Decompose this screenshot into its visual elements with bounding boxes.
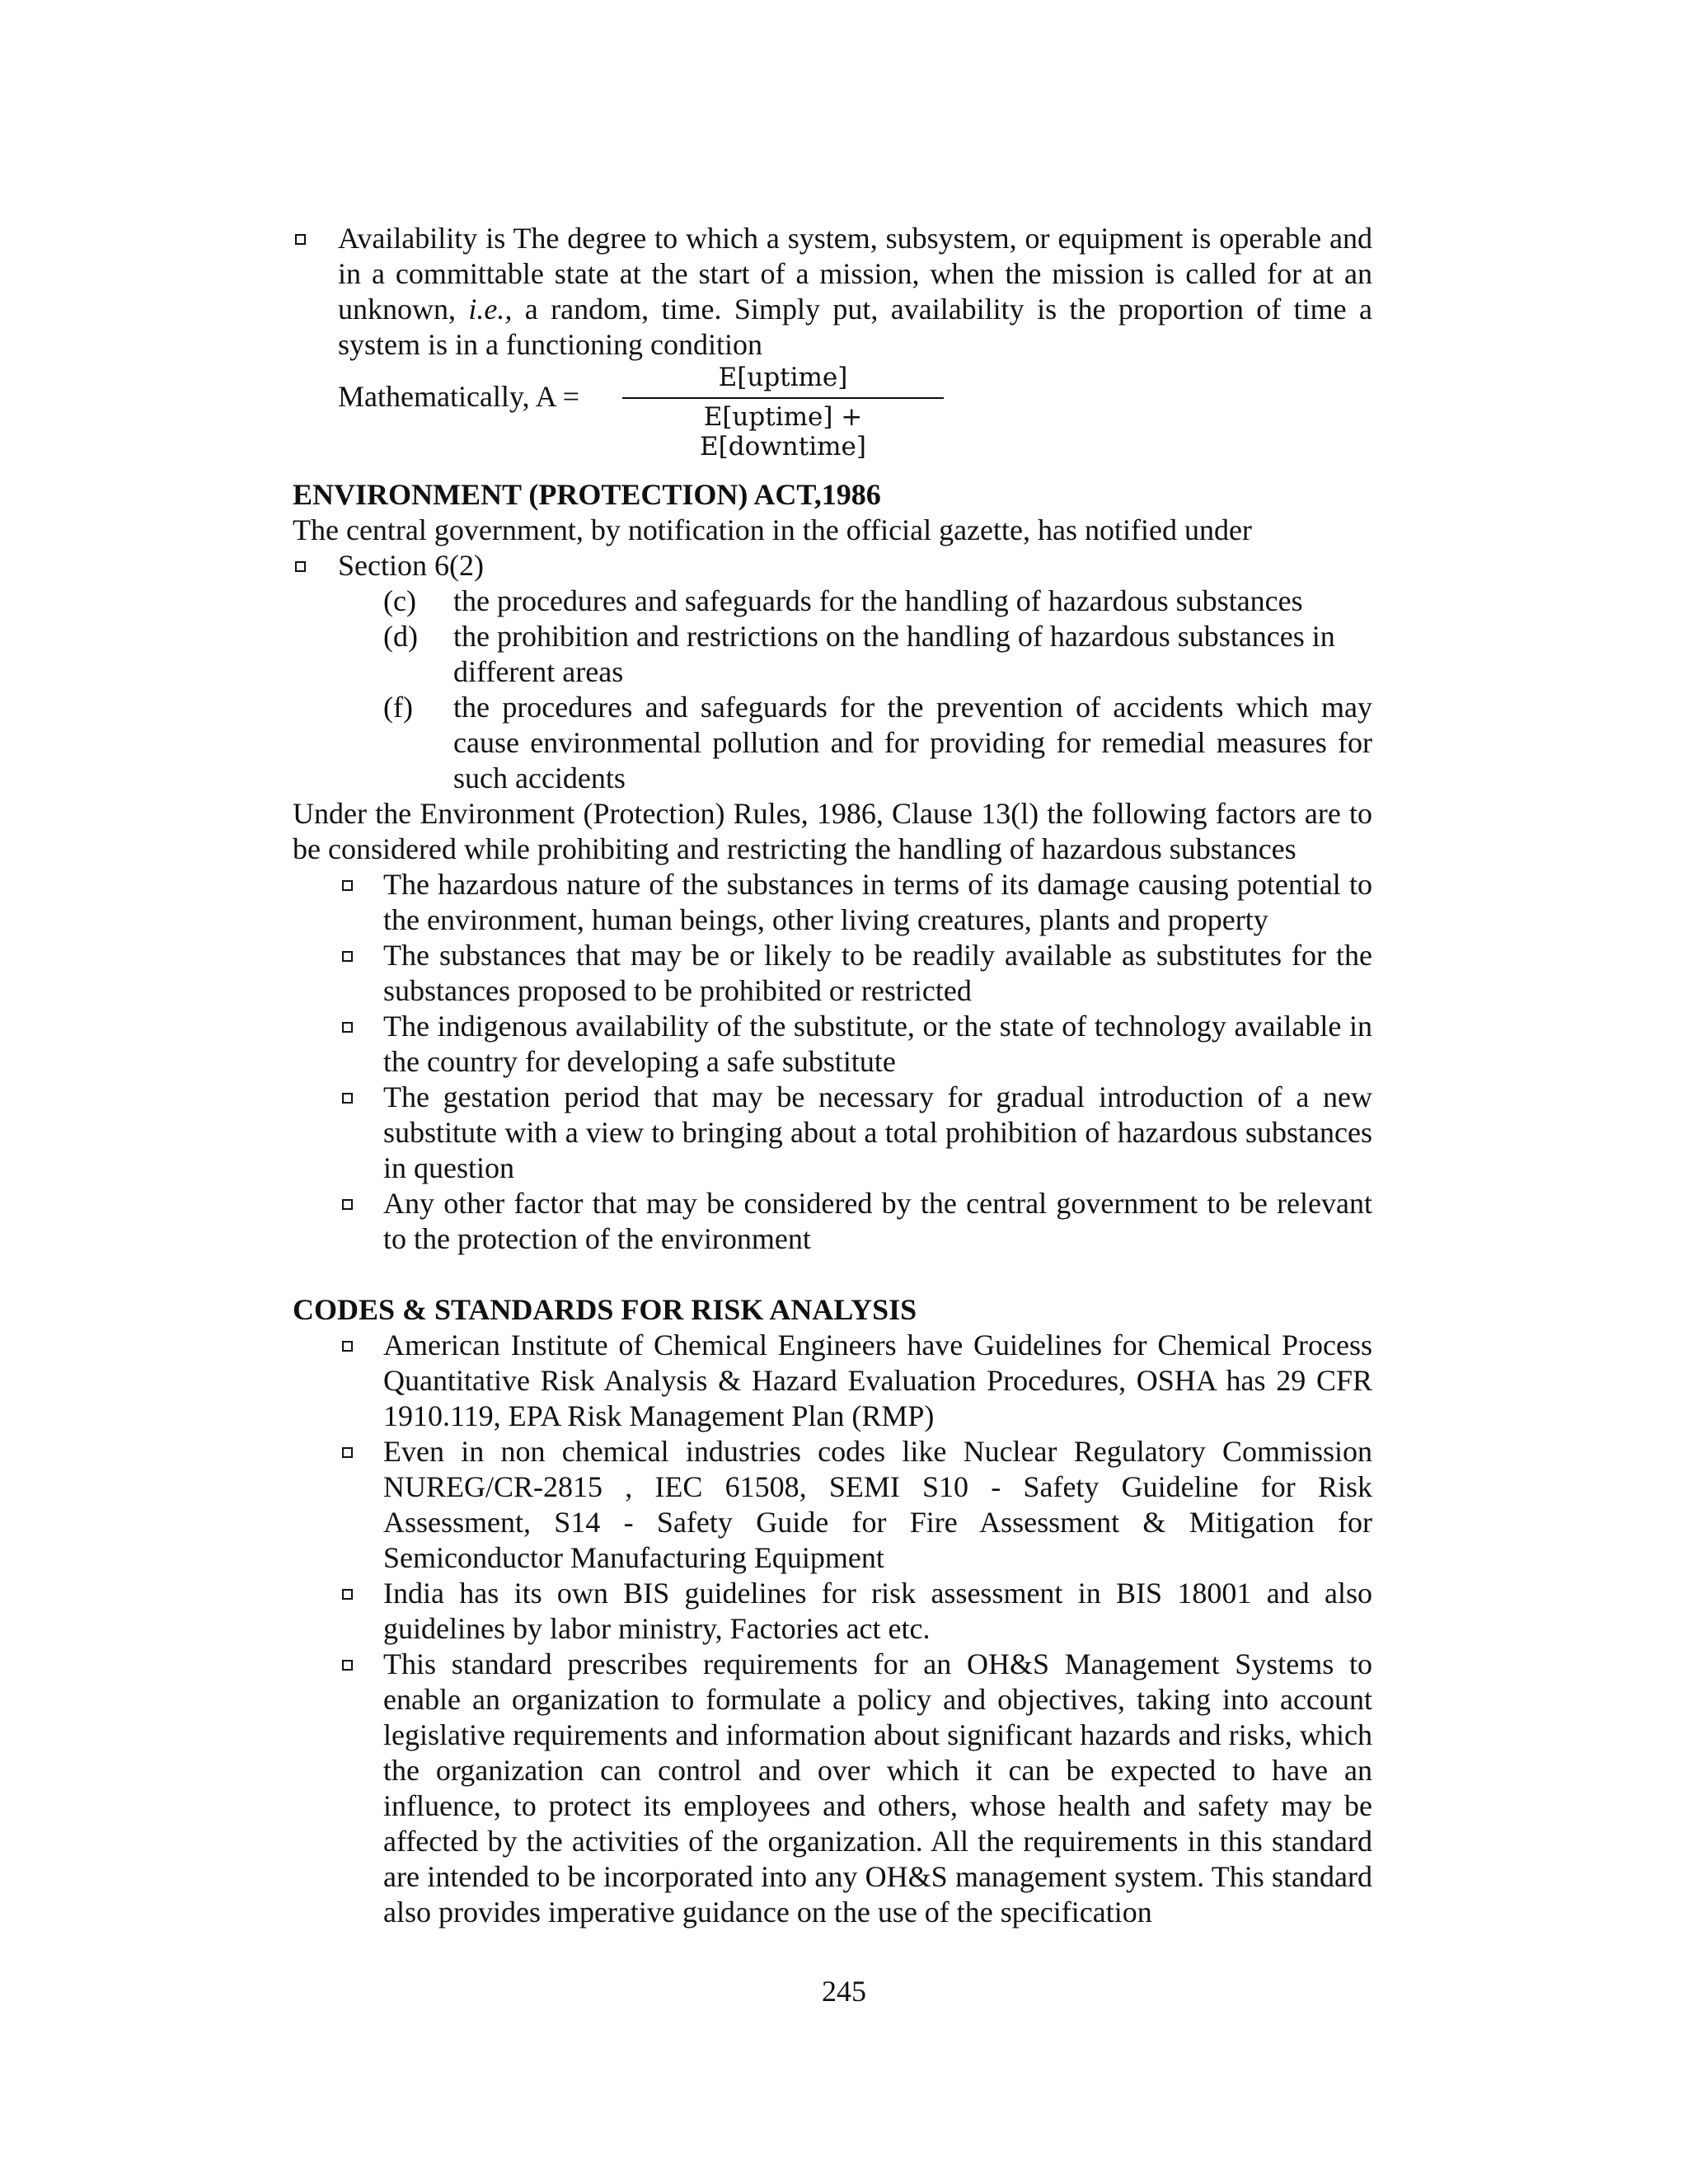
env-act-heading: ENVIRONMENT (PROTECTION) ACT,1986 xyxy=(293,478,881,511)
section-bullet: Section 6(2) xyxy=(293,548,1372,583)
codes-item: Even in non chemical industries codes like Nuclear Regulatory Commission NUREG/CR-2815 , IEC 61508, SEMI S10 - Safety Guideline for Risk Assessment, S14 - Safety Guide for Fire Assessment & Mitigation for Semiconductor Manufacturing Equipment xyxy=(293,1434,1372,1576)
factor-item: The indigenous availability of the substitute, or the state of technology available in the country for developing a safe substitute xyxy=(293,1009,1372,1080)
rules-intro: Under the Environment (Protection) Rules, 1986, Clause 13(l) the following factors are to be considered while prohibiting and restricting the handling of hazardous substances xyxy=(293,797,1372,865)
factor-item: The hazardous nature of the substances in terms of its damage causing potential to the environment, human beings, other living creatures, plants and property xyxy=(293,867,1372,938)
formula-fraction xyxy=(622,363,944,462)
clause-item: (c) the procedures and safeguards for the handling of hazardous substances xyxy=(383,584,1303,617)
availability-bullet: Availability is The degree to which a system, subsystem, or equipment is operable and in a committable state at the start of a mission, when the mission is called for at an unknown, i.e., a random, time. Simply put, availability is the proportion of time a system is in a functioning condition xyxy=(293,221,1372,363)
codes-item: This standard prescribes requirements for an OH&S Management Systems to enable an organization to formulate a policy and objectives, taking into account legislative requirements and information about significant hazards and risks, which the organization can control and over which it can be expected to have an influence, to protect its employees and others, whose health and safety may be affected by the activities of the organization. All the requirements in this standard are intended to be incorporated into any OH&S management system. This standard also provides imperative guidance on the use of the specification xyxy=(293,1647,1372,1930)
factor-item: The substances that may be or likely to be readily available as substitutes for the substances proposed to be prohibited or restricted xyxy=(293,938,1372,1009)
availability-formula xyxy=(293,363,1372,462)
formula-numerator: E[uptime] xyxy=(622,363,944,399)
clause-item: (d) the prohibition and restrictions on the handling of hazardous substances in different areas xyxy=(383,620,1335,688)
clause-label: (c) xyxy=(383,584,416,617)
codes-item: American Institute of Chemical Engineers have Guidelines for Chemical Process Quantitative Risk Analysis & Hazard Evaluation Procedures, OSHA has 29 CFR 1910.119, EPA Risk Management Plan (RMP) xyxy=(293,1328,1372,1434)
page-number: 245 xyxy=(822,1975,866,2008)
clause-label: (f) xyxy=(383,691,413,724)
factor-item: Any other factor that may be considered by the central government to be relevant to the protection of the environment xyxy=(293,1186,1372,1257)
clause-item: (f) the procedures and safeguards for the prevention of accidents which may cause environmental pollution and for providing for remedial measures for such accidents xyxy=(383,691,1372,794)
clause-label: (d) xyxy=(383,620,418,653)
page-content xyxy=(293,221,1372,1930)
codes-heading: CODES & STANDARDS FOR RISK ANALYSIS xyxy=(293,1293,917,1326)
formula-denominator: E[uptime] + E[downtime] xyxy=(700,402,866,462)
env-act-intro: The central government, by notification in the official gazette, has notified under xyxy=(293,513,1252,546)
codes-item: India has its own BIS guidelines for risk assessment in BIS 18001 and also guidelines by labor ministry, Factories act etc. xyxy=(293,1576,1372,1647)
formula-label: Mathematically, A = xyxy=(338,380,579,413)
factor-item: The gestation period that may be necessary for gradual introduction of a new substitute with a view to bringing about a total prohibition of hazardous substances in question xyxy=(293,1080,1372,1186)
